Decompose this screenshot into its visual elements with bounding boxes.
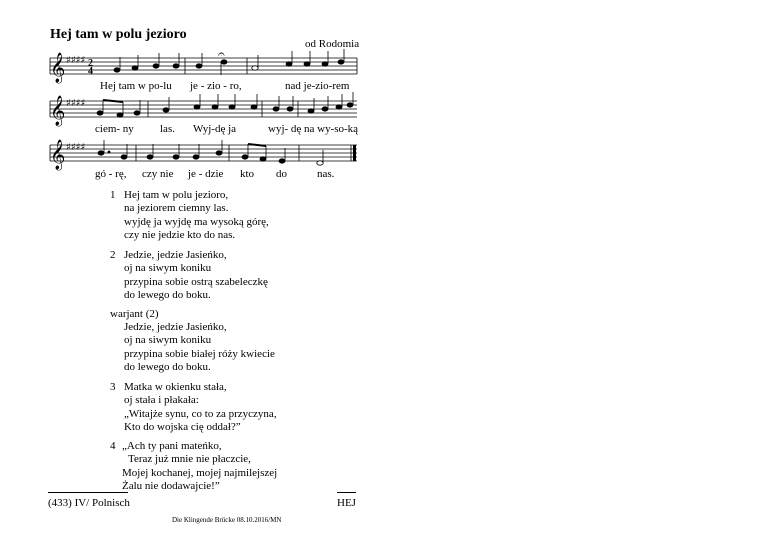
verse-line: do lewego do boku.: [124, 361, 211, 374]
fermata-icon: 𝄐: [218, 47, 225, 61]
lyric-2-1: ciem- ny: [95, 123, 134, 135]
verse-1-number: 1: [110, 189, 116, 201]
verse-line: wyjdę ja wyjdę ma wysoką górę,: [124, 215, 269, 228]
verse-line: oj na siwym koniku: [124, 262, 212, 275]
lyric-3-4: kto: [240, 168, 255, 180]
verse-2-number: 2: [110, 249, 116, 261]
treble-clef-2: 𝄞: [50, 96, 66, 126]
verse-variant: [124, 321, 275, 375]
lyric-1-2: je - zio - ro,: [190, 80, 242, 92]
verse-line: przypina sobie ostrą szabeleczkę: [124, 275, 268, 288]
lyric-1-3: nad je-zio-rem: [285, 80, 350, 92]
verse-line: na jeziorem ciemny las.: [124, 202, 229, 215]
lyric-3-5: do: [276, 168, 287, 180]
verse-line: oj stała i płakała:: [124, 394, 199, 407]
song-origin: od Rodomia: [305, 38, 360, 50]
verse-line: Żalu nie dodawajcie!”: [122, 480, 220, 493]
song-title: Hej tam w polu jezioro: [50, 27, 187, 42]
lyric-1-1: Hej tam w po-lu: [100, 80, 172, 92]
treble-clef-3: 𝄞: [50, 140, 66, 170]
verse-line: Kto do wojska cię oddał?”: [124, 421, 241, 434]
time-signature-top: 2: [88, 58, 93, 69]
verse-line: Hej tam w polu jezioro,: [124, 189, 229, 201]
verse-line: przypina sobie białej róży kwiecie: [124, 347, 275, 360]
verse-1: [124, 189, 269, 243]
lyric-2-4: wyj- dę: [268, 123, 302, 135]
verse-line: Mojej kochanej, mojej najmilejszej: [122, 466, 278, 479]
verse-line: oj na siwym koniku: [124, 334, 212, 347]
lyric-2-5: na wy-so-ką: [304, 123, 359, 135]
footer-right: HEJ: [337, 497, 356, 509]
footer-credit: Die Klingende Brücke 08.10.2016/MN: [172, 516, 282, 524]
footer-left: (433) IV/ Polnisch: [48, 497, 130, 509]
verse-line: Matka w okienku stała,: [124, 381, 227, 393]
verse-line: „Ach ty pani mateńko,: [122, 440, 222, 452]
key-signature-3: ♯♯♯♯: [66, 142, 86, 153]
lyric-3-3: je - dzie: [188, 168, 224, 180]
verse-2: [124, 249, 268, 303]
lyric-3-2: czy nie: [142, 168, 174, 180]
lyric-2-3: Wyj-dę ja: [193, 123, 237, 135]
verse-line: Jedzie, jedzie Jasieńko,: [124, 249, 227, 261]
footer-left-rule: [48, 492, 128, 493]
lyric-3-1: gó - rę,: [95, 168, 127, 180]
verse-line: Teraz już mnie nie płaczcie,: [128, 453, 251, 466]
key-signature-1: ♯♯♯♯: [66, 55, 86, 66]
final-barline: [353, 145, 356, 161]
staff-3-lines: [50, 145, 357, 161]
verse-4-number: 4: [110, 440, 116, 452]
staff-1-lines: [50, 58, 357, 74]
lyric-2-2: las.: [160, 123, 175, 135]
verse-line: czy nie jedzie kto do nas.: [124, 229, 236, 242]
verse-3: [124, 381, 277, 435]
verse-line: do lewego do boku.: [124, 289, 211, 302]
verse-3-number: 3: [110, 381, 116, 393]
time-signature-bottom: 4: [88, 66, 93, 77]
verse-line: „Witajże synu, co to za przyczyna,: [124, 407, 277, 420]
lyric-3-6: nas.: [317, 168, 335, 180]
verse-line: Jedzie, jedzie Jasieńko,: [124, 321, 227, 333]
treble-clef-1: 𝄞: [50, 53, 66, 83]
variant-label: warjant (2): [110, 308, 159, 320]
verse-4: [122, 440, 277, 494]
footer-right-rule: [337, 492, 356, 493]
key-signature-2: ♯♯♯♯: [66, 98, 86, 109]
